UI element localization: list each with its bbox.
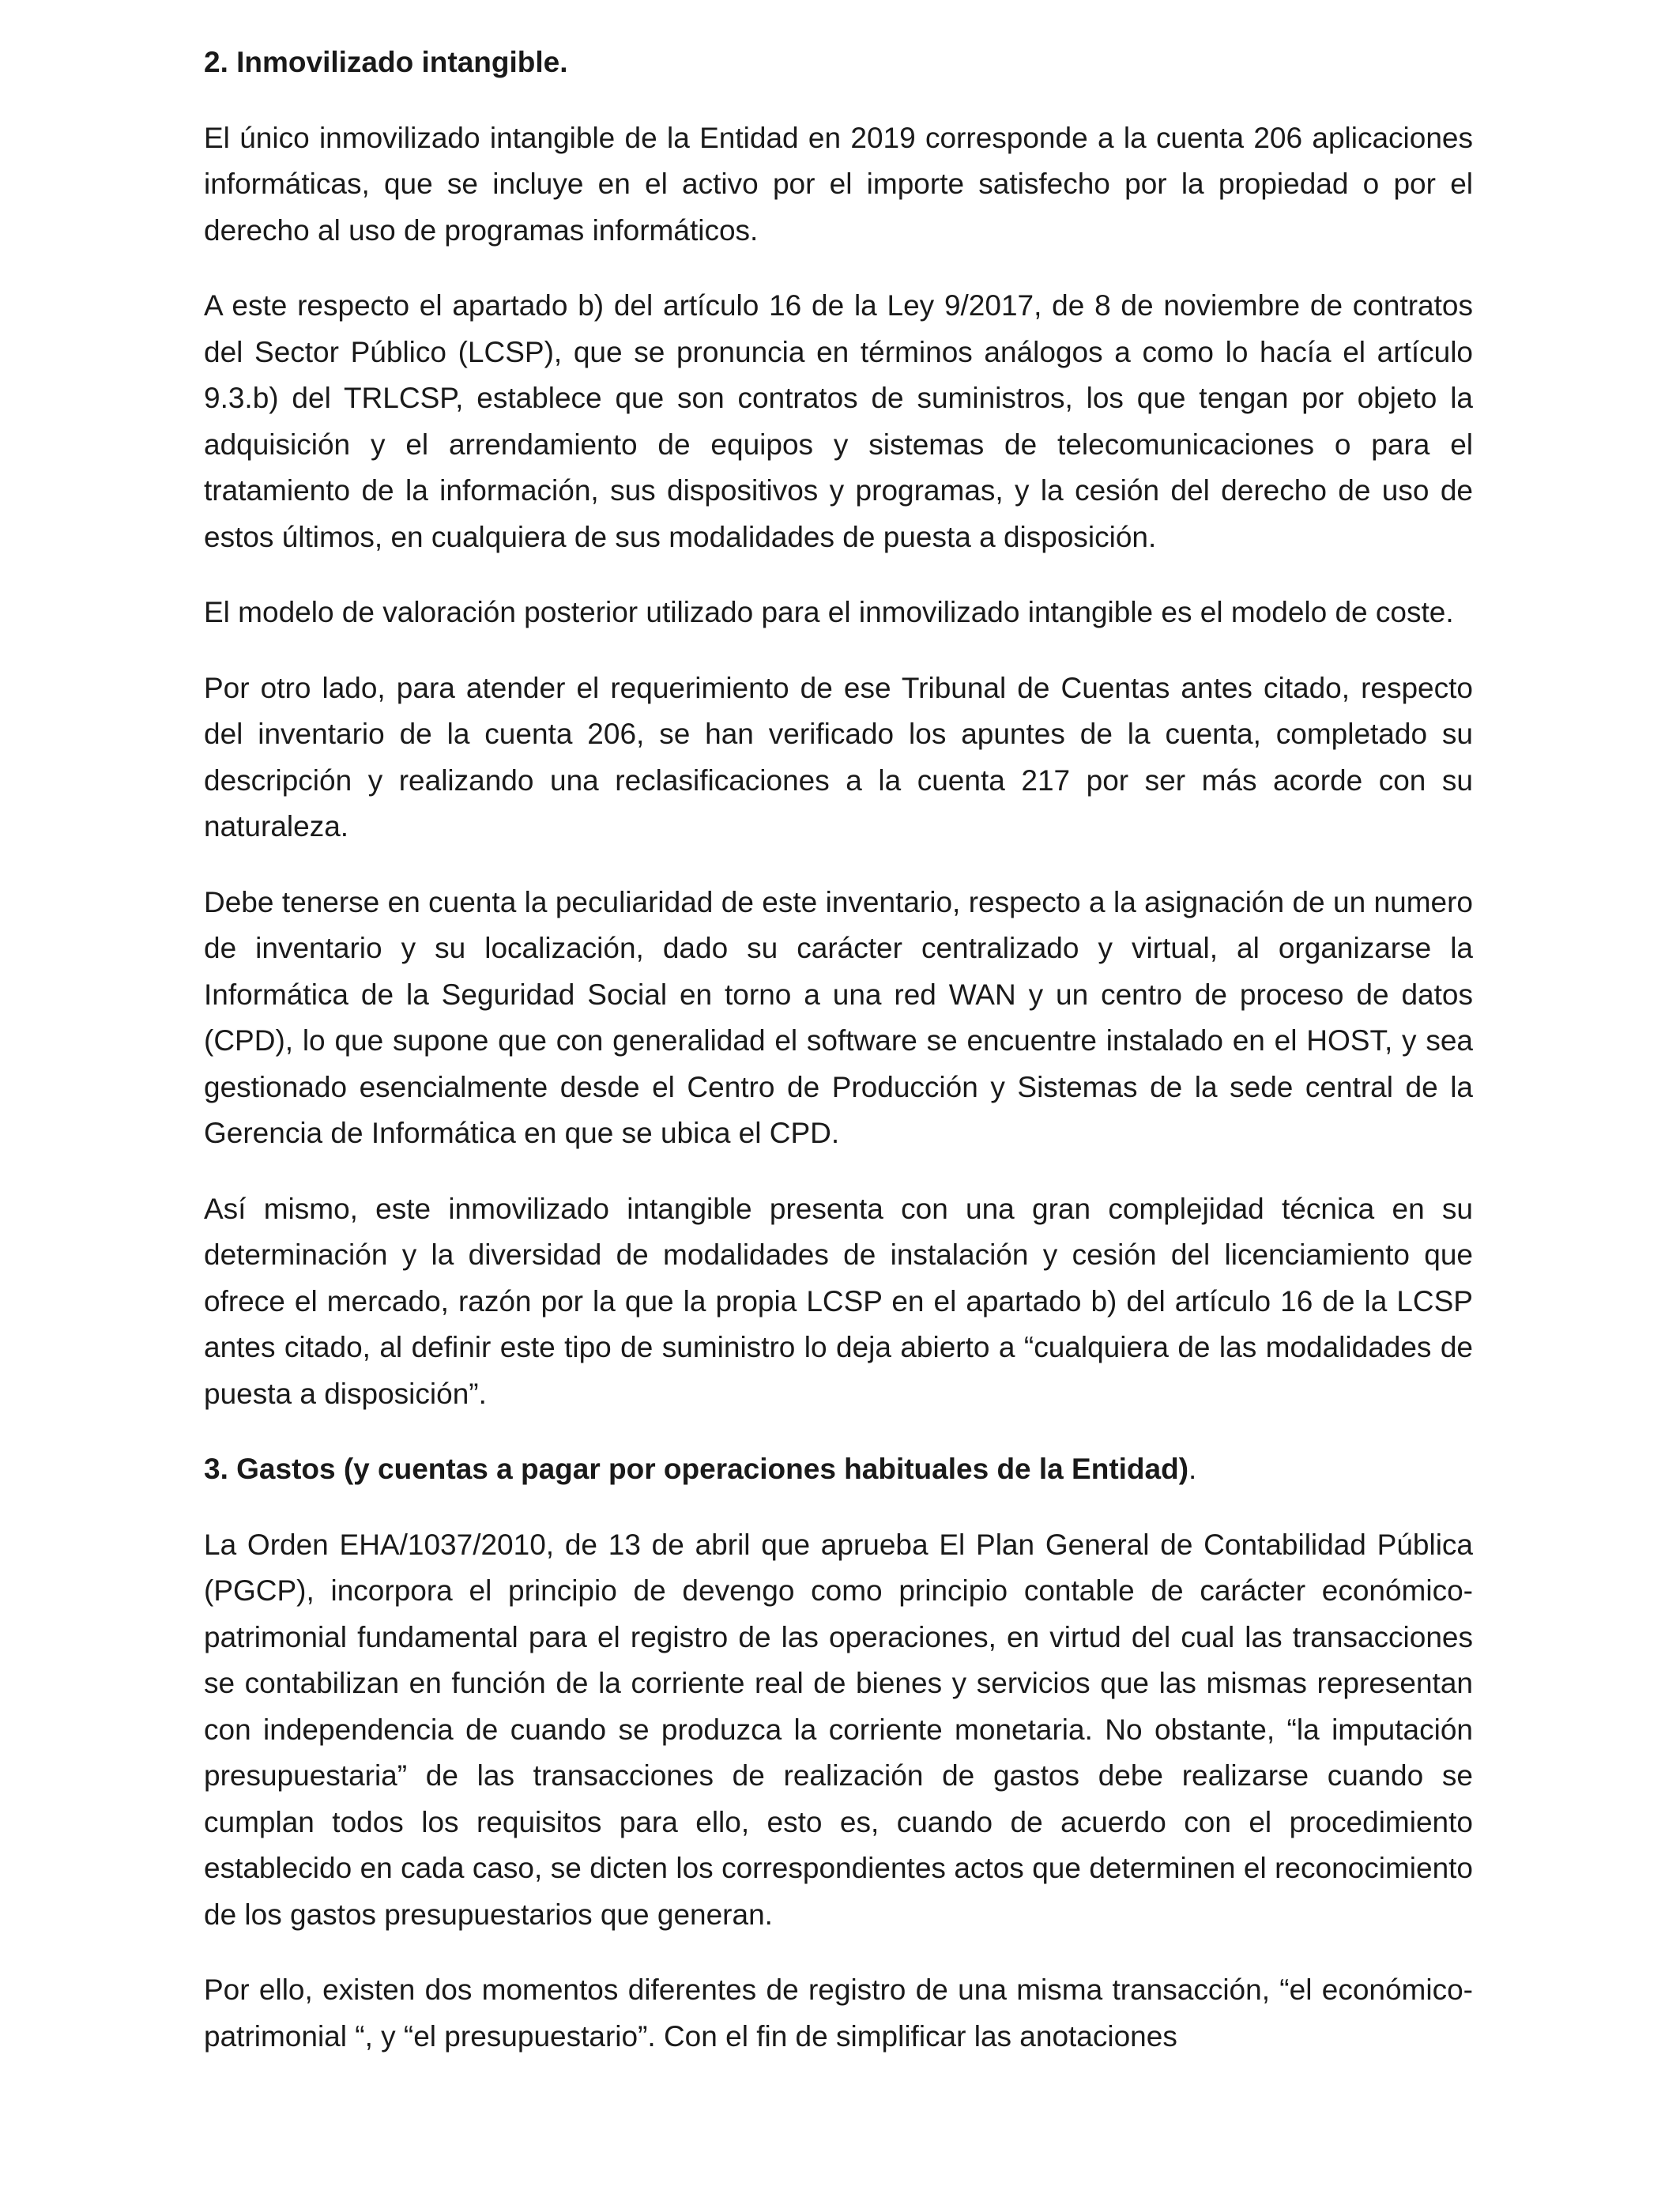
paragraph: Debe tenerse en cuenta la peculiaridad de este inventario, respecto a la asignación de un numero de inventario y su localización, dado su carácter centralizado y virtual, al organizarse la Informática de la Seguridad Social en torno a una red WAN y un centro de proceso de datos (CPD), lo que supone que con generalidad el software se encuentre instalado en el HOST, y sea gestionado esencialmente desde el Centro de Producción y Sistemas de la sede central de la Gerencia de Informática en que se ubica el CPD. [204,885,1473,1149]
paragraph: Por ello, existen dos momentos diferentes de registro de una misma transacción, “el económico-patrimonial “, y “el presupuestario”. Con el fin de simplificar las anotaciones [204,1973,1473,2053]
section-heading-gastos-period: . [1188,1453,1197,1485]
paragraph: A este respecto el apartado b) del artículo 16 de la Ley 9/2017, de 8 de noviembre de contratos del Sector Público (LCSP), que se pronuncia en términos análogos a como lo hacía el artículo 9.3.b) del TRLCSP, establece que son contratos de suministros, los que tengan por objeto la adquisición y el arrendamiento de equipos y sistemas de telecomunicaciones o para el tratamiento de la información, sus dispositivos y programas, y la cesión del derecho de uso de estos últimos, en cualquiera de sus modalidades de puesta a disposición. [204,289,1473,553]
paragraph: El único inmovilizado intangible de la Entidad en 2019 corresponde a la cuenta 206 aplicaciones informáticas, que se incluye en el activo por el importe satisfecho por la propiedad o por el derecho al uso de programas informáticos. [204,121,1473,247]
paragraph: Por otro lado, para atender el requerimiento de ese Tribunal de Cuentas antes citado, respecto del inventario de la cuenta 206, se han verificado los apuntes de la cuenta, completado su descripción y realizando una reclasificaciones a la cuenta 217 por ser más acorde con su naturaleza. [204,671,1473,843]
section-heading-gastos [204,1446,1473,1493]
section-heading-inmovilizado: 2. Inmovilizado intangible. [204,46,568,78]
paragraph: La Orden EHA/1037/2010, de 13 de abril que aprueba El Plan General de Contabilidad Pública (PGCP), incorpora el principio de devengo como principio contable de carácter económico-patrimonial fundamental para el registro de las operaciones, en virtud del cual las transacciones se contabilizan en función de la corriente real de bienes y servicios que las mismas representan con independencia de cuando se produzca la corriente monetaria. No obstante, “la imputación presupuestaria” de las transacciones de realización de gastos debe realizarse cuando se cumplan todos los requisitos para ello, esto es, cuando de acuerdo con el procedimiento establecido en cada caso, se dicten los correspondientes actos que determinen el reconocimiento de los gastos presupuestarios que generan. [204,1528,1473,1931]
paragraph: El modelo de valoración posterior utilizado para el inmovilizado intangible es el modelo de coste. [204,596,1454,628]
paragraph: Así mismo, este inmovilizado intangible presenta con una gran complejidad técnica en su determinación y la diversidad de modalidades de instalación y cesión del licenciamiento que ofrece el mercado, razón por la que la propia LCSP en el apartado b) del artículo 16 de la LCSP antes citado, al definir este tipo de suministro lo deja abierto a “cualquiera de las modalidades de puesta a disposición”. [204,1192,1473,1410]
document-page [204,40,1473,2089]
section-heading-gastos-text: 3. Gastos (y cuentas a pagar por operaciones habituales de la Entidad) [204,1453,1189,1485]
